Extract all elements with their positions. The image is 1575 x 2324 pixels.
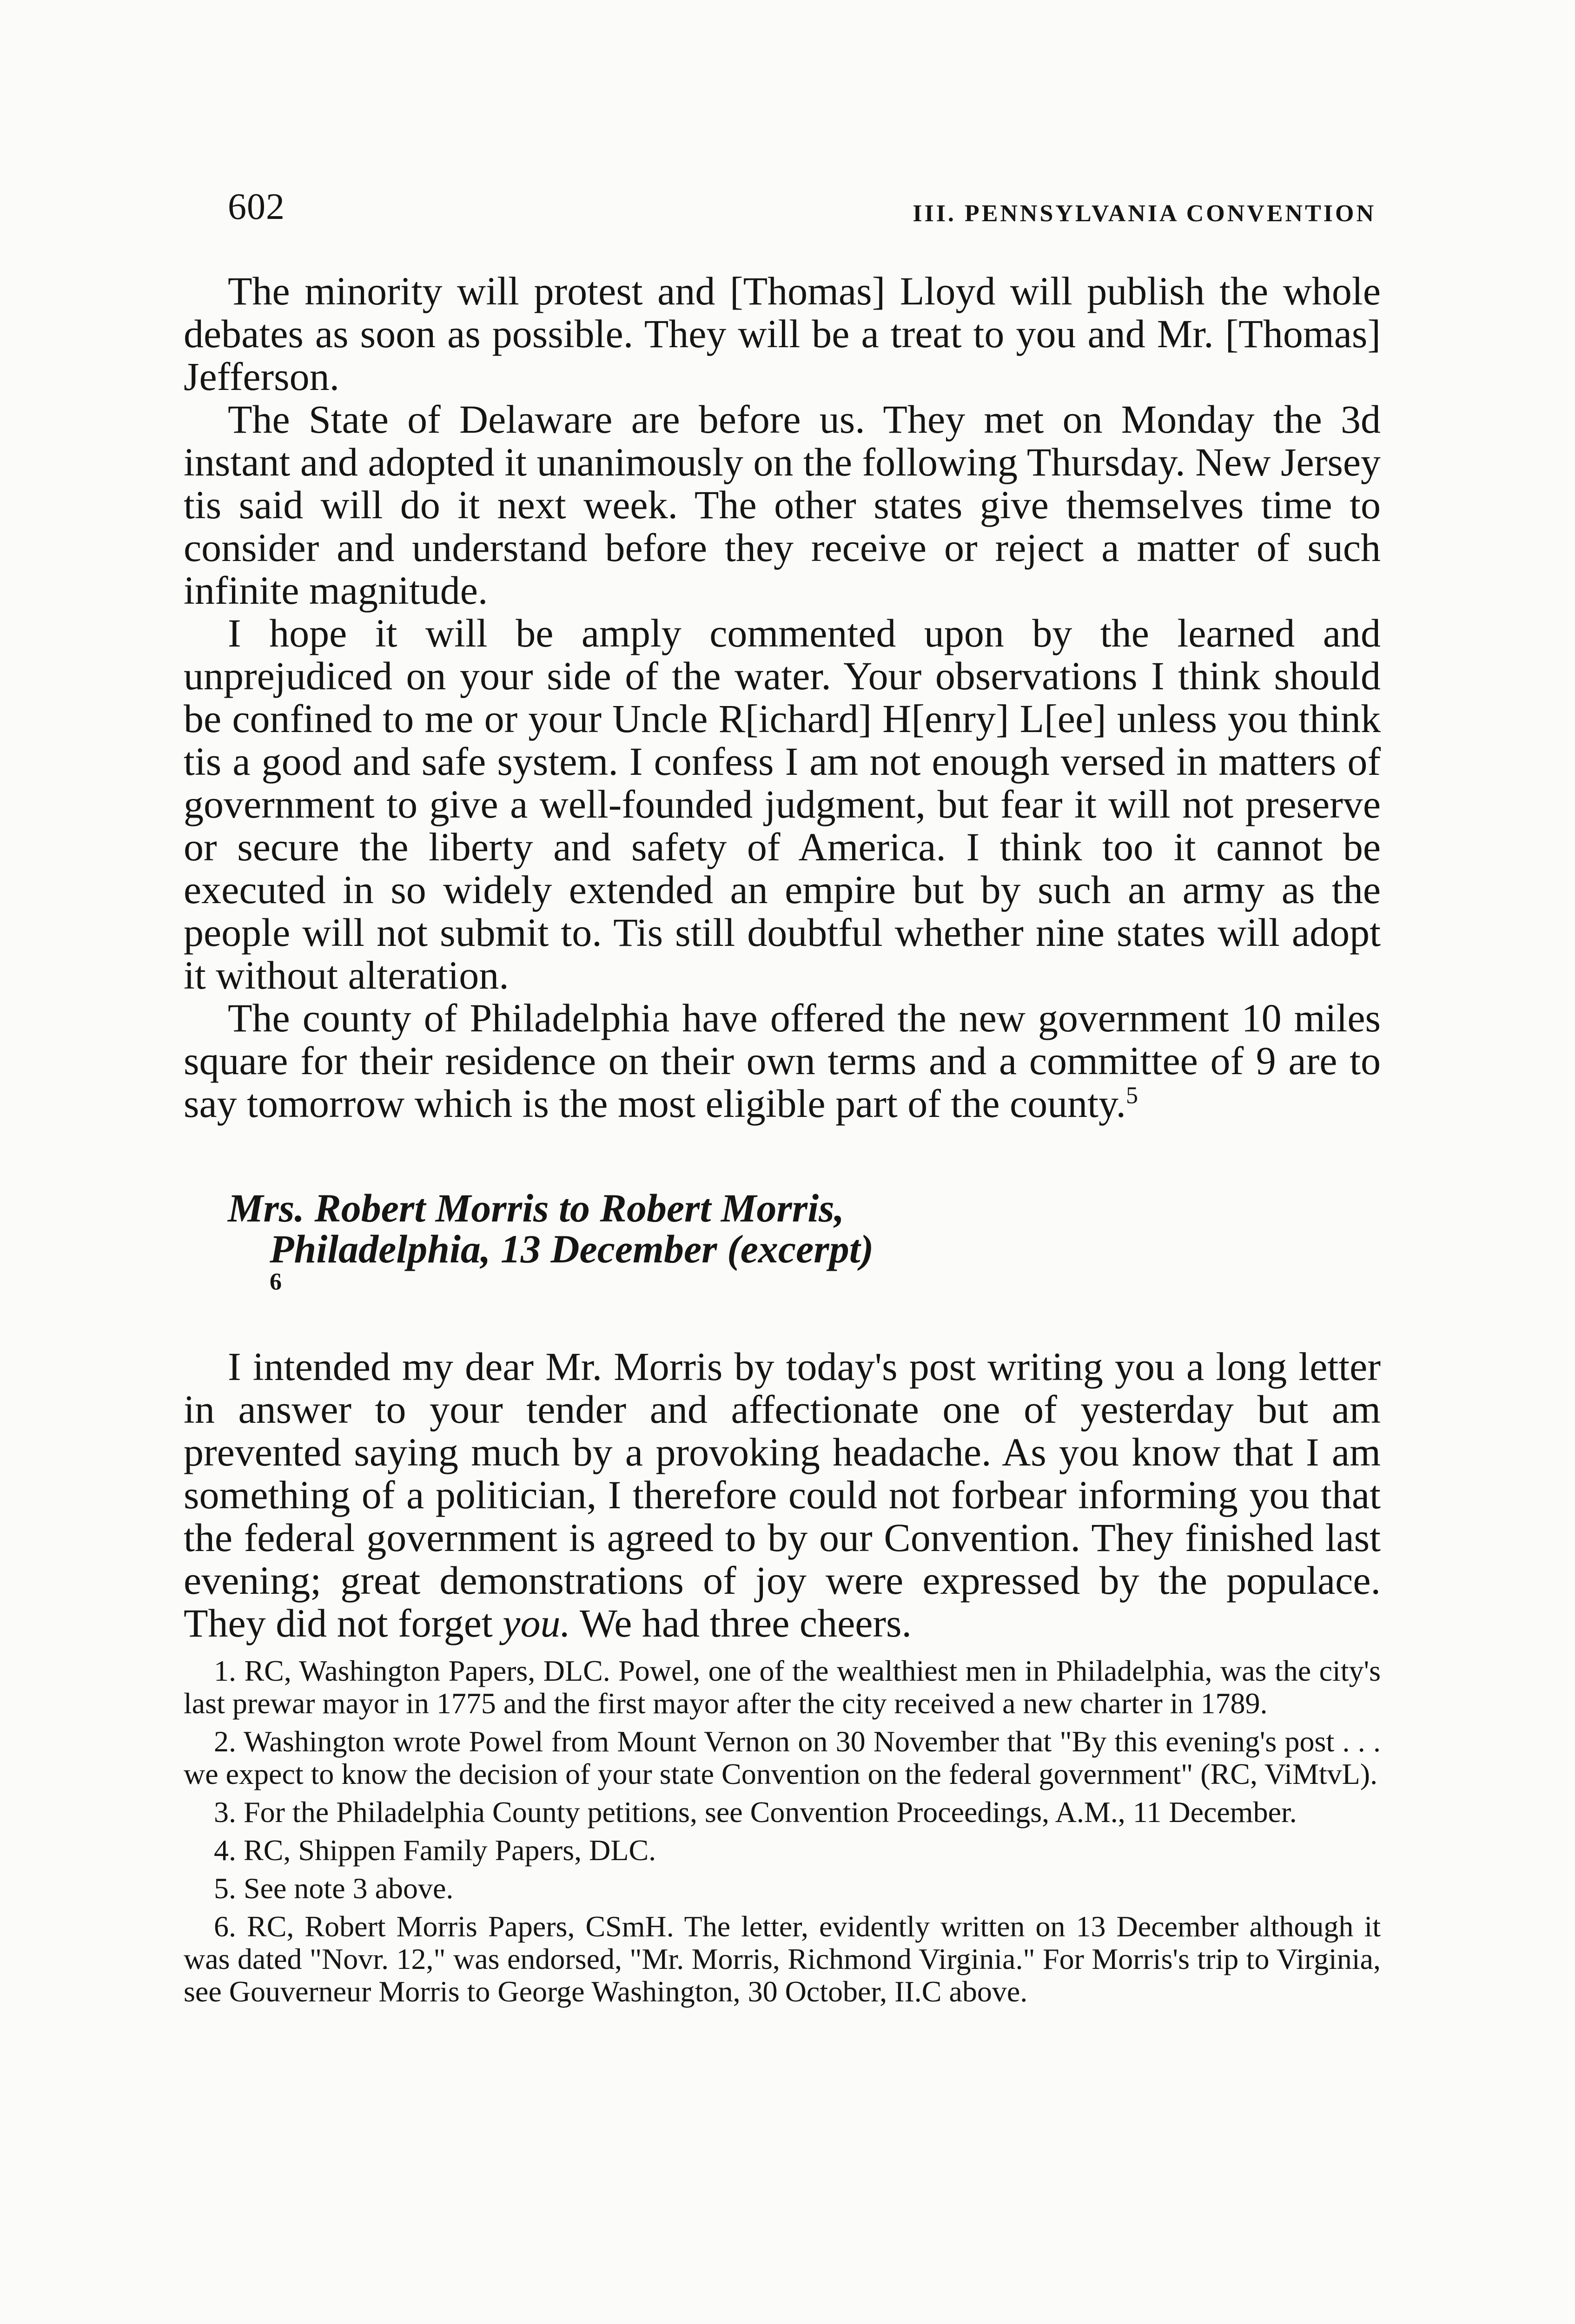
body-paragraph: The State of Delaware are before us. They met on Monday the 3d instant and adopted it unanimously on the following Thursday. New Jersey tis said will do it next week. The other states give themselves time to consider and understand before they receive or reject a matter of such infinite magnitude. xyxy=(184,397,1381,613)
paragraph-text: The county of Philadelphia have offered the new government 10 miles square for their residence on their own terms and a committee of 9 are to say tomorrow which is the most eligible part of the county. xyxy=(184,996,1381,1126)
body-paragraph xyxy=(184,997,1381,1125)
letter-text: I intended my dear Mr. Morris by today's post writing you a long letter in answer to your tender and affectionate one of yesterday but am prevented saying much by a provoking headache. As you know that I am something of a politician, I therefore could not forbear informing you that the federal government is agreed to by our Convention. They finished last evening; great demonstrations of joy were expressed by the populace. They did not forget xyxy=(184,1344,1381,1645)
footnote: 6. RC, Robert Morris Papers, CSmH. The letter, evidently written on 13 December although it was dated "Novr. 12," was endorsed, "Mr. Morris, Richmond Virginia." For Morris's trip to Virginia, see Gouverneur Morris to George Washington, 30 October, II.C above. xyxy=(184,1910,1381,2008)
footnotes xyxy=(184,1655,1381,2014)
footnote-reference: 5 xyxy=(1125,1082,1138,1109)
document-heading xyxy=(184,1188,1381,1310)
page-number: 602 xyxy=(228,186,285,227)
footnote: 4. RC, Shippen Family Papers, DLC. xyxy=(214,1834,656,1867)
footnote-reference: 6 xyxy=(270,1268,282,1295)
letter-paragraph xyxy=(184,1345,1381,1644)
running-head: III. PENNSYLVANIA CONVENTION xyxy=(913,200,1376,227)
heading-line xyxy=(184,1228,1381,1310)
footnote: 2. Washington wrote Powel from Mount Vernon on 30 November that "By this evening's post . . . we expect to know the decision of your state Convention on the federal government" (RC, ViMtvL). xyxy=(184,1725,1381,1790)
body-paragraph: The minority will protest and [Thomas] Lloyd will publish the whole debates as soon as possible. They will be a treat to you and Mr. [Thomas] Jefferson. xyxy=(184,269,1381,399)
body-paragraph: I hope it will be amply commented upon by the learned and unprejudiced on your side of the water. Your observations I think should be confined to me or your Uncle R[ichard] H[enry] L[ee] unless you think tis a good and safe system. I confess I am not enough versed in matters of government to give a well-founded judgment, but fear it will not preserve or secure the liberty and safety of America. I think too it cannot be executed in so widely extended an empire but by such an army as the people will not submit to. Tis still doubtful whether nine states will adopt it without alteration. xyxy=(184,611,1381,997)
letter-text-end: We had three cheers. xyxy=(579,1601,912,1645)
footnote: 5. See note 3 above. xyxy=(214,1872,454,1905)
page-header xyxy=(228,186,1376,237)
heading-line: Mrs. Robert Morris to Robert Morris, xyxy=(228,1186,845,1230)
footnote: 3. For the Philadelphia County petitions, see Convention Proceedings, A.M., 11 December. xyxy=(214,1796,1297,1829)
emphasis-text: you. xyxy=(503,1601,570,1645)
heading-text: Philadelphia, 13 December (excerpt) xyxy=(270,1227,874,1271)
body-text xyxy=(184,270,1381,1644)
footnote: 1. RC, Washington Papers, DLC. Powel, one of the wealthiest men in Philadelphia, was the city's last prewar mayor in 1775 and the first mayor after the city received a new charter in 1789. xyxy=(184,1654,1381,1720)
